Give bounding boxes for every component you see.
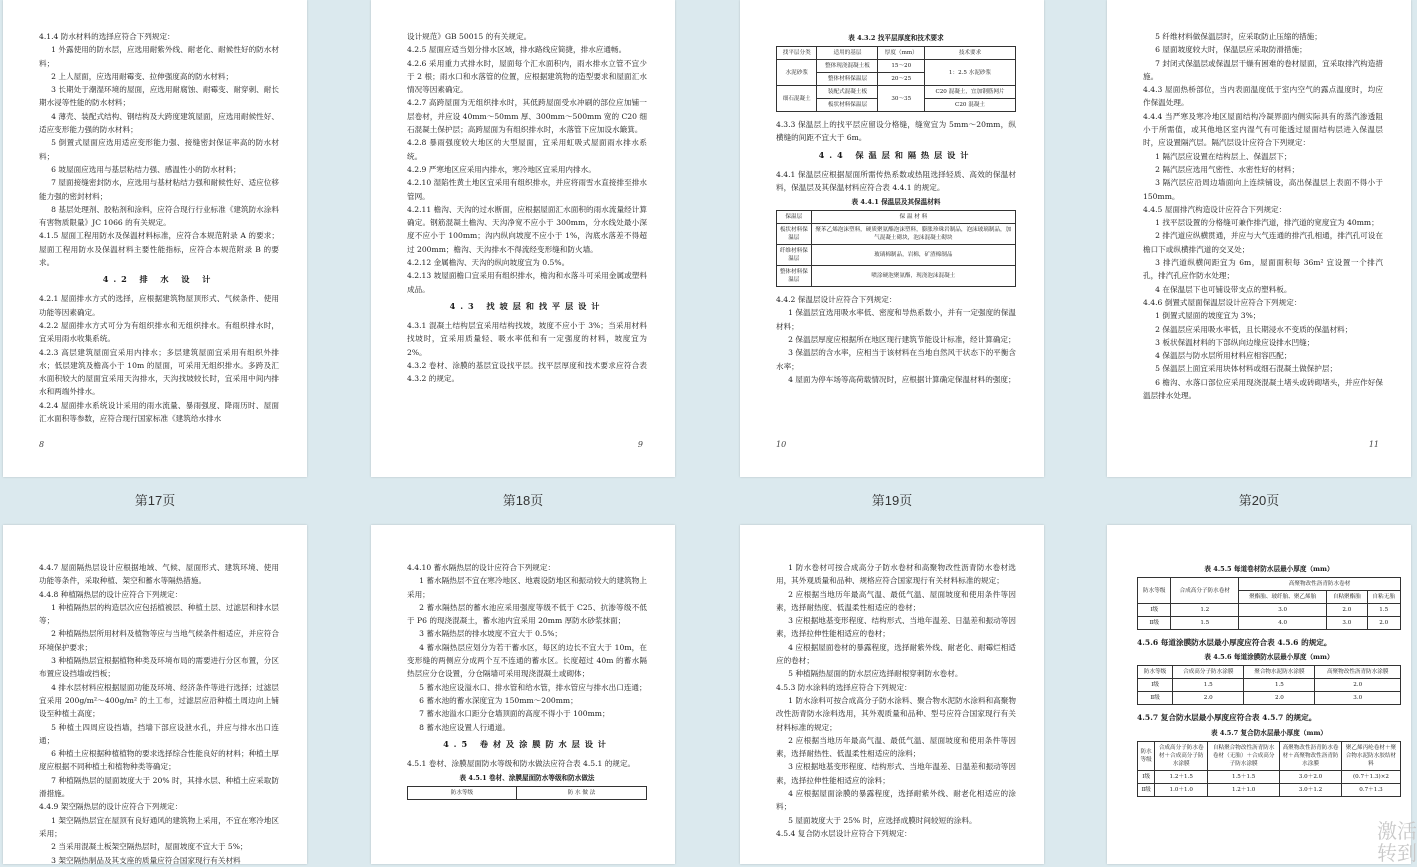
section-heading: 4.2 排 水 设 计 [102,274,216,285]
data-table [407,786,647,800]
data-table [776,46,1016,112]
paragraph: 3 保温层的含水率，应相当于该材料在当地自然风干状态下的平衡含水率； [776,348,1016,371]
table-cell: 板状材料保温层 [817,99,878,112]
table-header-cell: 合成高分子防水涂膜 [1173,666,1244,679]
table-header-cell: 防 水 做 法 [516,787,646,800]
paragraph: 5 纤维材料做保温层时，应采取防止压缩的措施； [1155,32,1322,41]
paragraph: 4.2.2 屋面排水方式可分为有组织排水和无组织排水。有组织排水时，宜采用雨水收集系统。 [39,320,279,344]
paragraph: 4.4.5 屋面排汽构造设计应符合下列规定： [1143,204,1287,214]
table-cell: 聚苯乙烯泡沫塑料，硬质聚氨酯泡沫塑料，膨胀珍珠岩制品，泡沫玻璃制品，加气混凝土砌块，泡沫混凝土砌块 [811,224,1015,245]
page-sheet[interactable] [3,525,307,864]
page-sheet[interactable] [1107,0,1411,477]
table-caption: 表 4.4.1 保温层及其保温材料 [851,198,941,207]
table-cell: 整体现浇混凝土板 [817,60,878,73]
table-cell: Ⅱ级 [1138,692,1173,705]
paragraph: 4.4.2 保温层设计应符合下列规定： [776,295,897,305]
paragraph: 4.2.4 屋面排水系统设计采用的雨水流量、暴雨强度、降雨历时、屋面汇水面积等参数，应符合现行国家标准《建筑给水排水 [39,400,279,424]
table-cell: 1.5＋1.5 [1208,770,1280,783]
table-cell: 整体材料保温层 [777,266,812,287]
table-caption: 表 4.3.2 找平层厚度和技术要求 [848,34,944,42]
table-header-cell: 自粘聚合物改性沥青防水卷材（无胎）＋合成高分子防水涂膜 [1208,741,1280,770]
paragraph: 4.2.10 湿陷性黄土地区宜采用有组织排水，并应将雨雪水直接排至排水管网。 [407,178,647,201]
paragraph: 7 屋面接缝密封防水，应选用与基材粘结力强和耐候性好、适应位移能力强的密封材料； [39,178,279,201]
paragraph: 5 屋面坡度大于 25% 时，应选择成膜时间较短的涂料。 [788,815,977,825]
table-header-cell: 自粘聚酯胎 [1327,591,1367,604]
paragraph: 3 应根据地基变形程度、结构形式、当地年温差、日温差和振动等因素，选择拉伸性能相适应的卷材； [776,616,1016,639]
table-cell: 1.5 [1244,679,1315,692]
paragraph: 1 找平层设置的分格缝可兼作排汽道，排汽道的宽度宜为 40mm； [1155,218,1379,228]
paragraph: 2 排汽道应纵横贯通，并应与大气连通的排汽孔相通，排汽孔可设在檐口下或纵横排汽道的交叉处； [1143,231,1383,254]
table-cell: 玻璃棉制品，岩棉，矿渣棉制品 [811,245,1015,266]
page-number: 8 [39,440,45,449]
paragraph: 5 种植土四周应设挡墙，挡墙下部应设泄水孔，并应与排水出口连通； [39,722,279,745]
table-header-cell: 防水等级 [1138,741,1155,770]
table-header-cell: 合成高分子防水卷材＋合成高分子防水涂膜 [1155,741,1208,770]
table-header-cell: 合成高分子防水卷材 [1171,578,1239,604]
paragraph: 4.4.10 蓄水隔热层的设计应符合下列规定： [407,563,556,572]
paragraph: 4.3.1 混凝土结构层宜采用结构找坡，坡度不应小于 3%；当采用材料找坡时，宜采用质量轻、吸水率低和有一定强度的材料，坡度宜为 2%。 [407,320,647,357]
table-cell: 整体材料保温层 [817,73,878,86]
table-cell: Ⅰ级 [1138,770,1155,783]
page-sheet[interactable] [740,525,1044,864]
table-header-cell: 防水等级 [1138,578,1171,604]
table-cell: 1.2＋1.0 [1208,783,1280,796]
table-header-cell: 适用的基层 [817,47,878,60]
data-table [1137,665,1401,705]
table-cell: 1.5 [1173,679,1244,692]
page-label[interactable]: 第20页 [1238,493,1280,508]
table-caption: 表 4.5.1 卷材、涂膜屋面防水等级和防水做法 [459,774,595,783]
paragraph: 1 倒置式屋面的坡度宜为 3%； [1155,311,1261,321]
page-label[interactable]: 第18页 [502,493,544,508]
page-label[interactable]: 第19页 [871,493,913,508]
paragraph: 3 隔汽层应沿周边墙面向上连续铺设，高出保温层上表面不得小于 150mm。 [1143,178,1383,201]
paragraph: 设计规范》GB 50015 的有关规定。 [407,32,532,41]
paragraph: 1 隔汽层应设置在结构层上、保温层下； [1155,151,1292,161]
paragraph: 4.4.9 架空隔热层的设计应符合下列规定： [39,802,183,812]
table-header-cell: 防水等级 [1138,666,1173,679]
page-label[interactable]: 第17页 [134,493,176,508]
paragraph: 4.2.7 高跨屋面为无组织排水时，其低跨屋面受水冲刷的部位应加铺一层卷材，并应设 40mm～50mm 厚、300mm～500mm 宽的 C20 细石混凝土保护层；高跨屋面为有组织排水时，水落管下应加设水簸箕。 [407,98,647,135]
paragraph: 5 种植隔热屋面的防水层应选择耐根穿刺防水卷材。 [788,669,963,679]
data-table [1137,741,1401,797]
table-cell: 2.0 [1244,692,1315,705]
table-caption: 表 4.5.5 每道卷材防水层最小厚度（mm） [1204,565,1334,573]
paragraph: 1 防水涂料可按合成高分子防水涂料、聚合物水泥防水涂料和高聚物改性沥青防水涂料选用，其外观质量和品种、型号应符合国家现行有关材料标准的规定； [776,695,1016,732]
paragraph: 6 屋面坡度较大时，保温层应采取防滑措施； [1155,45,1307,55]
paragraph: 4.5.7 复合防水层最小厚度应符合表 4.5.7 的规定。 [1137,713,1317,723]
table-cell: Ⅰ级 [1138,679,1173,692]
paragraph: 4.2.9 严寒地区应采用内排水，寒冷地区宜采用内排水。 [407,164,596,174]
page-number: 9 [637,440,643,449]
paragraph: 3 排汽道纵横间距宜为 6m，屋面面积每 36m² 宜设置一个排汽孔，排汽孔应作防水处理； [1143,258,1383,281]
section-heading: 4.5 卷材及涂膜防水层设计 [443,738,611,749]
paragraph: 8 蓄水池应设置人行通道。 [419,722,510,732]
table-cell: 水泥砂浆 [777,60,817,86]
paragraph: 4.4.4 当严寒及寒冷地区屋面结构冷凝界面内侧实际具有的蒸汽渗透阻小于所需值，或其他地区室内湿气有可能透过屋面结构层进入保温层时，应设置隔汽层。隔汽层设计应符合下列规定： [1143,111,1383,148]
table-cell: 1.5 [1171,617,1239,630]
paragraph: 4.2.1 屋面排水方式的选择，应根据建筑物屋顶形式、气候条件、使用功能等因素确定。 [39,294,279,317]
paragraph: 4.2.5 屋面应适当划分排水区域，排水路线应简捷，排水应通畅。 [407,45,627,55]
paragraph: 2 隔汽层应选用气密性、水密性好的材料； [1155,164,1300,174]
paragraph: 4.4.6 倒置式屋面保温层设计应符合下列规定： [1143,297,1302,307]
data-table [776,210,1016,287]
paragraph: 8 基层处理剂、胶粘剂和涂料，应符合现行行业标准《建筑防水涂料有害物质限量》JC 1066 的有关规定。 [39,204,279,228]
paragraph: 1 架空隔热层宜在屋顶有良好通风的建筑物上采用，不宜在寒冷地区采用； [39,815,279,838]
table-header-cell: 厚度（mm） [878,47,925,60]
paragraph: 4.1.4 防水材料的选择应符合下列规定： [39,32,175,41]
paragraph: 1 防水卷材可按合成高分子防水卷材和高聚物改性沥青防水卷材选用，其外观质量和品种、规格应符合国家现行有关材料标准的规定； [776,563,1016,586]
table-cell: 2.0 [1173,692,1244,705]
table-cell: 喷涂硬泡聚氨酯，现浇泡沫混凝土 [811,266,1015,287]
table-cell: C20 混凝土，宜加钢筋网片 [925,86,1016,99]
table-cell: 1.0＋1.0 [1155,783,1208,796]
paragraph: 5 倒置式屋面应选用适应变形能力强、接缝密封保证率高的防水材料； [39,138,279,161]
table-cell: 板状材料保温层 [777,224,812,245]
paragraph: 6 蓄水池的蓄水深度宜为 150mm～200mm； [419,695,578,705]
paragraph: 4 保温层与防水层所用材料应相容匹配； [1155,351,1292,361]
table-cell: 1.2 [1171,604,1239,617]
paragraph: 7 封闭式保温层或保温层干燥有困难的卷材屋面，宜采取排汽构造措施。 [1143,58,1383,81]
table-header-cell: 聚合物水泥防水涂膜 [1244,666,1315,679]
table-cell: 4.0 [1239,617,1327,630]
paragraph: 5 保温层上面宜采用块体材料或细石混凝土做保护层； [1155,364,1338,374]
paragraph: 4.2.6 采用重力式排水时，屋面每个汇水面积内，雨水排水立管不宜少于 2 根；雨水口和水落管的位置，应根据建筑物的造型要求和屋面汇水情况等因素确定。 [407,58,647,95]
paragraph: 2 蓄水隔热层的蓄水池应采用强度等级不低于 C25、抗渗等级不低于 P6 的现浇混凝土，蓄水池内宜采用 20mm 厚防水砂浆抹面； [407,602,647,626]
table-cell: 3.0 [1239,604,1327,617]
paragraph: 7 种植隔热层的屋面坡度大于 20% 时，其排水层、种植土应采取防滑措施。 [39,775,279,799]
page-sheet[interactable] [1107,525,1417,865]
table-cell: 2.0 [1315,679,1401,692]
paragraph: 2 保温层应采用吸水率低，且长期浸水不变质的保温材料； [1155,324,1353,334]
paragraph: 4.4.3 屋面热桥部位，当内表面温度低于室内空气的露点温度时，均应作保温处理。 [1143,85,1383,108]
paragraph: 3 长期处于潮湿环境的屋面，应选用耐腐蚀、耐霉变、耐穿刺、耐长期水浸等性能的防水材料； [39,85,279,108]
table-cell: Ⅱ级 [1138,783,1155,796]
paragraph: 4.2.11 檐沟、天沟的过水断面，应根据屋面汇水面积的雨水流量经计算确定。钢筋混凝土檐沟、天沟净宽不应小于 300mm，分水线处最小深度不应小于 100mm；沟内纵向坡度不应小于 1%，沟底水落差不得超过 200mm；檐沟、天沟排水不得流经变形缝和防火墙。 [407,204,647,254]
paragraph: 4.5.3 防水涂料的选择应符合下列规定： [776,682,912,692]
table-header-cell: 高聚物改性沥青防水涂膜 [1315,666,1401,679]
paragraph: 3 架空隔热制品及其支座的质量应符合国家现行有关材料 [51,855,241,865]
table-caption: 表 4.5.7 复合防水层最小厚度（mm） [1210,728,1328,737]
paragraph: 4.2.13 坡屋面檐口宜采用有组织排水，檐沟和水落斗可采用金属或塑料成品。 [407,271,647,294]
paragraph: 2 当采用混凝土板架空隔热层时，屋面坡度不宜大于 5%； [51,842,248,852]
table-cell: 装配式混凝土板 [817,86,878,99]
paragraph: 4.4.8 种植隔热层的设计应符合下列规定： [39,589,183,599]
paragraph: 4 屋面为停车场等高荷载情况时，应根据计算确定保温材料的强度； [788,374,1016,384]
table-cell: 纤维材料保温层 [777,245,812,266]
paragraph: 4.5.6 每道涂膜防水层最小厚度应符合表 4.5.6 的规定。 [1137,638,1332,647]
table-cell: 0.7＋1.3 [1341,783,1400,796]
table-cell: 3.0 [1327,617,1367,630]
table-cell: (0.7＋1.3)×2 [1341,770,1400,783]
table-header-cell: 技术要求 [925,47,1016,60]
paragraph: 3 蓄水隔热层的排水坡度不宜大于 0.5%； [419,629,563,639]
table-cell: 2.0 [1327,604,1367,617]
paragraph: 2 应根据当地历年最高气温、最低气温、屋面坡度和使用条件等因素，选择耐热度、低温柔性相适应的卷材； [776,589,1016,612]
table-header-cell: 保温层 [777,211,812,224]
paragraph: 1 蓄水隔热层不宜在寒冷地区、地震设防地区和振动较大的建筑物上采用； [407,576,647,599]
paragraph: 4.2.12 金属檐沟、天沟的纵向坡度宜为 0.5%。 [407,258,570,268]
table-header-cell: 聚酯胎、玻纤胎、聚乙烯胎 [1239,591,1327,604]
table-cell: 30～35 [878,86,925,112]
data-table [1137,577,1401,630]
paragraph: 4.5.1 卷材、涂膜屋面防水等级和防水做法应符合表 4.5.1 的规定。 [407,758,636,768]
paragraph: 4.3.2 卷材、涂膜的基层宜设找平层。找平层厚度和技术要求应符合表 4.3.2 的规定。 [407,360,647,384]
table-header-cell: 保 温 材 料 [811,211,1015,224]
paragraph: 2 种植隔热层所用材料及植物等应与当地气候条件相适应，并应符合环境保护要求； [39,629,279,652]
table-cell: 15～20 [878,60,925,73]
paragraph: 2 上人屋面，应选用耐霉变、拉伸强度高的防水材料； [51,71,234,81]
table-header-cell: 高聚物改性沥青防水卷材 [1239,578,1401,591]
page-sheet[interactable] [3,0,307,477]
table-header-cell: 高聚物改性沥青防水卷材＋高聚物改性沥青防水涂膜 [1280,741,1342,770]
table-cell: 1：2.5 水泥砂浆 [925,60,1016,86]
table-cell: 细石混凝土 [777,86,817,112]
paragraph: 1 保温层宜选用吸水率低、密度和导热系数小，并有一定强度的保温材料； [776,308,1016,331]
paragraph: 4.2.3 高层建筑屋面宜采用内排水；多层建筑屋面宜采用有组织外排水；低层建筑及檐高小于 10m 的屋面，可采用无组织排水。多跨及汇水面积较大的屋面宜采用天沟排水，天沟找坡较长时，宜采用中间内排水和两端外排水。 [39,347,279,397]
paragraph: 4 应根据屋面卷材的暴露程度，选择耐紫外线、耐老化、耐霉烂相适应的卷材； [776,642,1016,666]
paragraph: 3 板状保温材料的下部纵向边缘应设排水凹缝； [1155,337,1315,347]
table-header-cell: 自粘无胎 [1367,591,1401,604]
paragraph: 4.2.8 暴雨强度较大地区的大型屋面，宜采用虹吸式屋面雨水排水系统。 [407,138,647,161]
table-cell: Ⅰ级 [1138,604,1171,617]
table-cell: 1.5 [1367,604,1401,617]
table-cell: 20～25 [878,73,925,86]
table-cell: 1.2＋1.5 [1155,770,1208,783]
table-cell: C20 混凝土 [925,99,1016,112]
paragraph: 4 薄壳、装配式结构、钢结构及大跨度建筑屋面，应选用耐候性好、适应变形能力强的防水材料； [39,111,279,135]
paragraph: 3 种植隔热层宜根据植物种类及环境布局的需要进行分区布置，分区布置应设挡墙或挡板； [39,656,279,679]
paragraph: 4 在保温层下也可铺设带支点的塑料板。 [1155,284,1292,294]
page-number: 10 [776,440,787,449]
paragraph: 2 应根据当地历年最高气温、最低气温、屋面坡度和使用条件等因素，选择耐热性、低温柔性相适应的涂料； [776,735,1016,759]
table-cell: 2.0 [1367,617,1401,630]
watermark-text: 激活 转到 [1377,819,1417,865]
paragraph: 4.1.5 屋面工程用防水及保温材料标准，应符合本规范附录 A 的要求；屋面工程用防水及保温材料主要性能指标，应符合本规范附录 B 的要求。 [39,231,279,268]
paragraph: 1 种植隔热层的构造层次应包括植被层、种植土层、过滤层和排水层等； [39,602,279,626]
paragraph: 5 蓄水池应设溢水口、排水管和给水管，排水管应与排水出口连通； [419,682,647,692]
paragraph: 4 应根据屋面涂膜的暴露程度，选择耐紫外线、耐老化相适应的涂料； [776,789,1016,812]
paragraph: 4 排水层材料应根据屋面功能及环境、经济条件等进行选择；过滤层宜采用 200g/m²～400g/m² 的土工布，过滤层应沿种植土周边向上铺设至种植土高度； [39,682,279,719]
table-header-cell: 找平层分类 [777,47,817,60]
page-sheet[interactable] [740,0,1044,477]
table-caption: 表 4.5.6 每道涂膜防水层最小厚度（mm） [1204,653,1334,662]
paragraph: 4.4.7 屋面隔热层设计应根据地域、气候、屋面形式、建筑环境、使用功能等条件，采取种植、架空和蓄水等隔热措施。 [39,563,279,586]
section-heading: 4.4 保温层和隔热层设计 [818,149,974,160]
section-heading: 4.3 找坡层和找平层设计 [449,300,605,311]
paragraph: 7 蓄水池溢水口距分仓墙顶面的高度不得小于 100mm； [419,709,610,719]
paragraph: 4 蓄水隔热层应划分为若干蓄水区，每区的边长不宜大于 10m，在变形缝的两侧应分成两个互不连通的蓄水区。长度超过 40m 的蓄水隔热层应分仓设置，分仓隔墙可采用现浇混凝土或砌体； [407,642,647,679]
table-cell: Ⅱ级 [1138,617,1171,630]
paragraph: 6 坡屋面应选用与基层粘结力强、感温性小的防水材料； [51,164,241,174]
paragraph: 3 应根据地基变形程度、结构形式、当地年温差、日温差和振动等因素，选择拉伸性能相适应的涂料； [776,762,1016,785]
paragraph: 1 外露使用的防水层，应选用耐紫外线、耐老化、耐候性好的防水材料； [39,45,279,68]
paragraph: 2 保温层厚度应根据所在地区现行建筑节能设计标准，经计算确定； [788,335,1016,345]
paragraph: 6 种植土应根据种植植物的要求选择综合性能良好的材料；种植土厚度应根据不同种植土和植物种类等确定； [39,749,279,772]
page-sheet[interactable] [371,525,675,864]
table-cell: 3.0＋2.0 [1280,770,1342,783]
paragraph: 4.4.1 保温层应根据屋面所需传热系数或热阻选择轻质、高效的保温材料，保温层及其保温材料应符合表 4.4.1 的规定。 [776,169,1016,192]
paragraph: 6 檐沟、水落口部位应采用现浇混凝土堵头或砖砌堵头，并应作好保温层排水处理。 [1143,377,1383,401]
page-number: 11 [1368,440,1379,449]
paragraph: 4.5.4 复合防水层设计应符合下列规定： [776,828,912,838]
table-header-cell: 防水等级 [408,787,517,800]
page-sheet[interactable] [371,0,675,477]
table-cell: 3.0＋1.2 [1280,783,1342,796]
table-header-cell: 聚乙烯丙纶卷材＋聚合物水泥防水胶结材料 [1341,741,1400,770]
table-cell: 3.0 [1315,692,1401,705]
paragraph: 4.3.3 保温层上的找平层应留设分格缝，缝宽宜为 5mm～20mm，纵横缝的间距不宜大于 6m。 [776,120,1016,143]
